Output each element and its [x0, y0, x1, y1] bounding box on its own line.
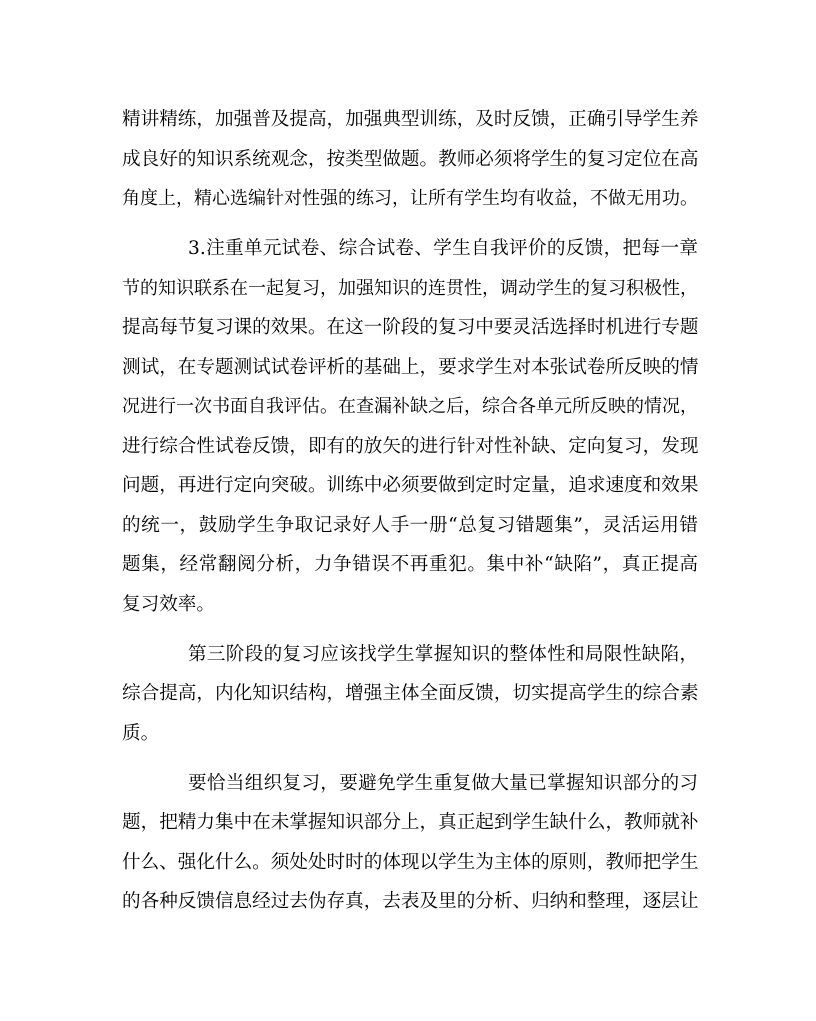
paragraph-2-line-4: 测试，在专题测试试卷评析的基础上，要求学生对本张试卷所反映的情	[122, 357, 699, 378]
paragraph-4-line-2: 题，把精力集中在未掌握知识部分上，真正起到学生缺什么，教师就补	[122, 812, 699, 833]
paragraph-1-line-3: 角度上，精心选编针对性强的练习，让所有学生均有收益，不做无用功。	[122, 188, 698, 209]
paragraph-1-line-2: 成良好的知识系统观念，按类型做题。教师必须将学生的复习定位在高	[122, 149, 699, 170]
paragraph-2-line-7: 问题，再进行定向突破。训练中必须要做到定时定量，追求速度和效果	[122, 475, 699, 496]
paragraph-4-line-3: 什么、强化什么。须处处时时的体现以学生为主体的原则，教师把学生	[122, 852, 699, 873]
paragraph-2-line-9: 题集，经常翻阅分析，力争错误不再重犯。集中补“缺陷”，真正提高	[122, 554, 698, 575]
paragraph-3-line-1: 第三阶段的复习应该找学生掌握知识的整体性和局限性缺陷，	[188, 644, 698, 665]
paragraph-4-line-1: 要恰当组织复习，要避免学生重复做大量已掌握知识部分的习	[188, 773, 698, 794]
paragraph-2-line-2: 节的知识联系在一起复习，加强知识的连贯性，调动学生的复习积极性，	[122, 278, 698, 299]
paragraph-3-line-2: 综合提高，内化知识结构，增强主体全面反馈，切实提高学生的综合素	[122, 683, 699, 704]
paragraph-3-line-3: 质。	[122, 723, 160, 744]
paragraph-2-line-8: 的统一，鼓励学生争取记录好人手一册“总复习错题集”，灵活运用错	[122, 515, 698, 536]
paragraph-2-line-10: 复习效率。	[122, 594, 215, 615]
paragraph-1-line-1: 精讲精练，加强普及提高，加强典型训练，及时反馈，正确引导学生养	[122, 109, 699, 130]
paragraph-2-line-6: 进行综合性试卷反馈，即有的放矢的进行针对性补缺、定向复习，发现	[122, 436, 699, 457]
paragraph-4-line-4: 的各种反馈信息经过去伪存真，去表及里的分析、归纳和整理，逐层让	[122, 891, 699, 912]
paragraph-2-line-1: 3.注重单元试卷、综合试卷、学生自我评价的反馈，把每一章	[188, 238, 698, 259]
paragraph-2-line-3: 提高每节复习课的效果。在这一阶段的复习中要灵活选择时机进行专题	[122, 317, 699, 338]
paragraph-2-line-5: 况进行一次书面自我评估。在查漏补缺之后，综合各单元所反映的情况，	[122, 396, 698, 417]
